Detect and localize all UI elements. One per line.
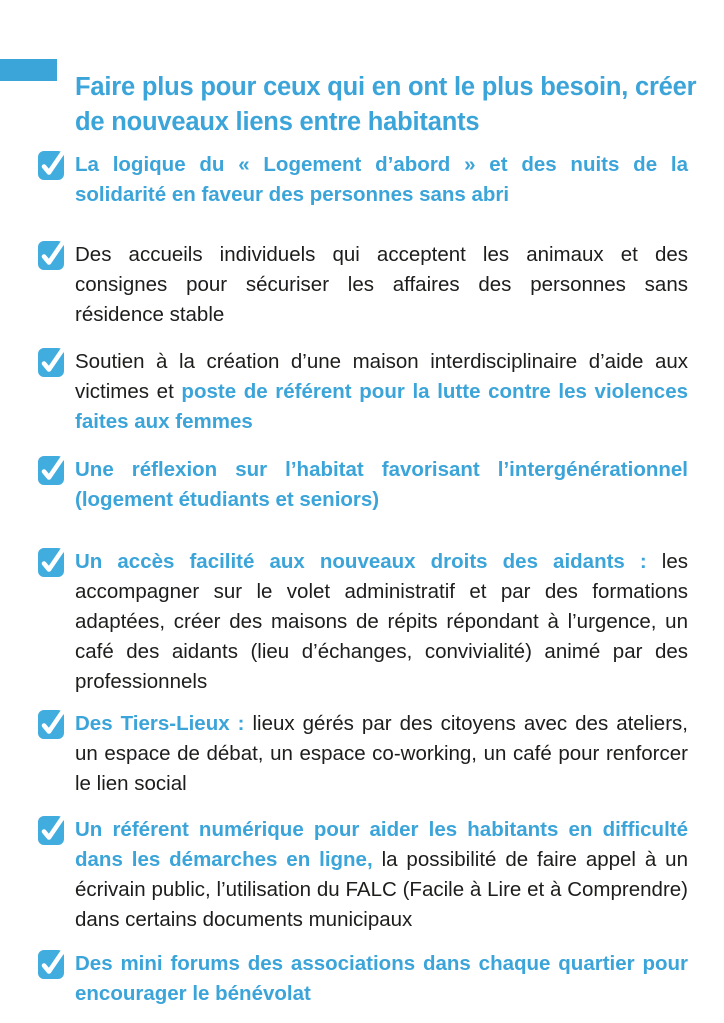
text-segment: lieux gérés par des citoyens avec des ateliers, un espace de débat, un espace co-working, un café pour renforcer le lien social bbox=[75, 712, 688, 795]
item-text bbox=[75, 547, 688, 697]
item-text bbox=[75, 455, 688, 515]
text-segment: La logique du « Logement d’abord » et des nuits de la solidarité en faveur des personnes sans abri bbox=[75, 153, 688, 206]
text-segment: les accompagner sur le volet administratif et par des formations adaptées, créer des maisons de répits répondant à l’urgence, un café des aidants (lieu d’échanges, convivialité) animé par des professionnels bbox=[75, 550, 688, 693]
item-text bbox=[75, 347, 688, 437]
text-segment: Des mini forums des associations dans chaque quartier pour encourager le bénévolat bbox=[75, 952, 688, 1005]
text-segment: Des accueils individuels qui acceptent les animaux et des consignes pour sécuriser les affaires des personnes sans résidence stable bbox=[75, 243, 688, 326]
text-segment: Un accès facilité aux nouveaux droits des aidants : bbox=[75, 550, 662, 573]
list-item bbox=[0, 347, 724, 437]
checkmark-icon bbox=[38, 548, 64, 577]
list-item bbox=[0, 815, 724, 935]
text-segment: la possibilité de faire appel à un écrivain public, l’utilisation du FALC (Facile à Lire et à Comprendre) dans certains documents municipaux bbox=[75, 848, 688, 931]
checkmark-icon bbox=[38, 456, 64, 485]
item-text bbox=[75, 709, 688, 799]
checkmark-icon bbox=[38, 348, 64, 377]
list-item bbox=[0, 709, 724, 799]
text-segment: Un référent numérique pour aider les habitants en difficulté dans les démarches en ligne, bbox=[75, 818, 688, 871]
text-segment: Des Tiers-Lieux : bbox=[75, 712, 253, 735]
checkmark-icon bbox=[38, 816, 64, 845]
text-segment: Soutien à la création d’une maison interdisciplinaire d’aide aux victimes et bbox=[75, 350, 688, 403]
item-text bbox=[75, 240, 688, 330]
item-text bbox=[75, 949, 688, 1009]
text-segment: Une réflexion sur l’habitat favorisant l’intergénérationnel (logement étudiants et seniors) bbox=[75, 458, 688, 511]
list-item bbox=[0, 547, 724, 697]
checkmark-icon bbox=[38, 950, 64, 979]
checkmark-icon bbox=[38, 710, 64, 739]
list-item bbox=[0, 150, 724, 210]
text-segment: poste de référent pour la lutte contre les violences faites aux femmes bbox=[75, 380, 688, 433]
list-item bbox=[0, 455, 724, 515]
item-text bbox=[75, 150, 688, 210]
list-item bbox=[0, 240, 724, 330]
page-title: Faire plus pour ceux qui en ont le plus besoin, créer de nouveaux liens entre habitants bbox=[75, 73, 697, 137]
checkmark-icon bbox=[38, 241, 64, 270]
list-item bbox=[0, 949, 724, 1009]
checkmark-icon bbox=[38, 151, 64, 180]
item-text bbox=[75, 815, 688, 935]
